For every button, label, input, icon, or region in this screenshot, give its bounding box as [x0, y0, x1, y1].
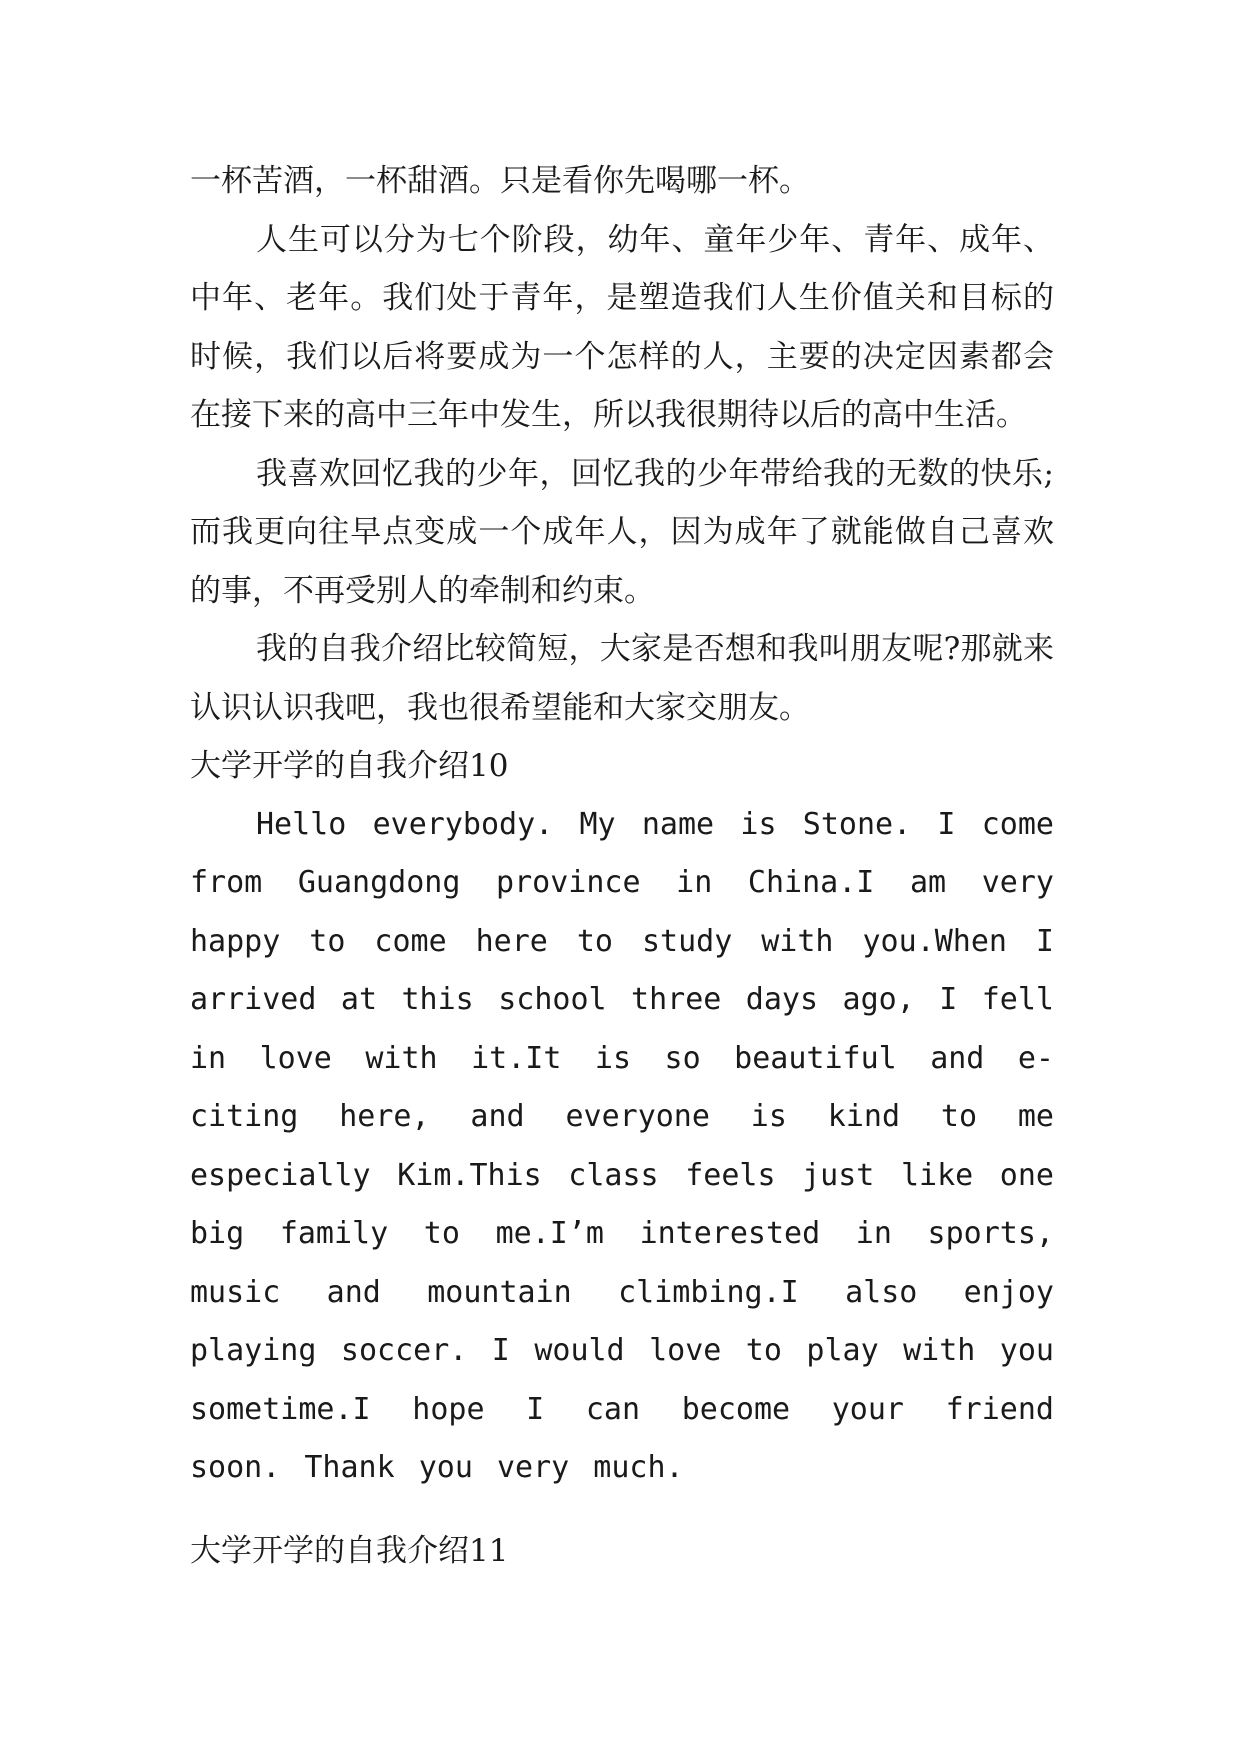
paragraph-life-stages: 人生可以分为七个阶段，幼年、童年少年、青年、成年、中年、老年。我们处于青年，是塑造我们人生价值关和目标的时候，我们以后将要成为一个怎样的人，主要的决定因素都会在接下来的高中三年中发生，所以我很期待以后的高中生活。 [190, 221, 1054, 433]
paragraph-memories: 我喜欢回忆我的少年，回忆我的少年带给我的无数的快乐;而我更向往早点变成一个成年人，因为成年了就能做自己喜欢的事，不再受别人的牵制和约束。 [190, 455, 1054, 609]
paragraph-english-intro: Hello everybody. My name is Stone. I come from Guangdong province in China.I am very happy to come here to study with you.When I arrived at this school three days ago, I fell in love with it.It is so beautiful and e-citing here, and everyone is kind to me especially Kim.This class feels just like one big family to me.I’m interested in sports, music and mountain climbing.I also enjoy playing soccer. I would love to play with you sometime.I hope I can become your friend soon. Thank you very much. [190, 806, 1054, 1485]
section-heading-11: 大学开学的自我介绍11 [190, 1532, 509, 1569]
paragraph-continuation: 一杯苦酒，一杯甜酒。只是看你先喝哪一杯。 [190, 163, 810, 199]
document-body [190, 152, 1054, 1580]
spacer [190, 1498, 1054, 1522]
section-heading-10: 大学开学的自我介绍10 [190, 748, 509, 784]
paragraph-closing: 我的自我介绍比较简短，大家是否想和我叫朋友呢?那就来认识认识我吧，我也很希望能和大家交朋友。 [190, 631, 1054, 726]
